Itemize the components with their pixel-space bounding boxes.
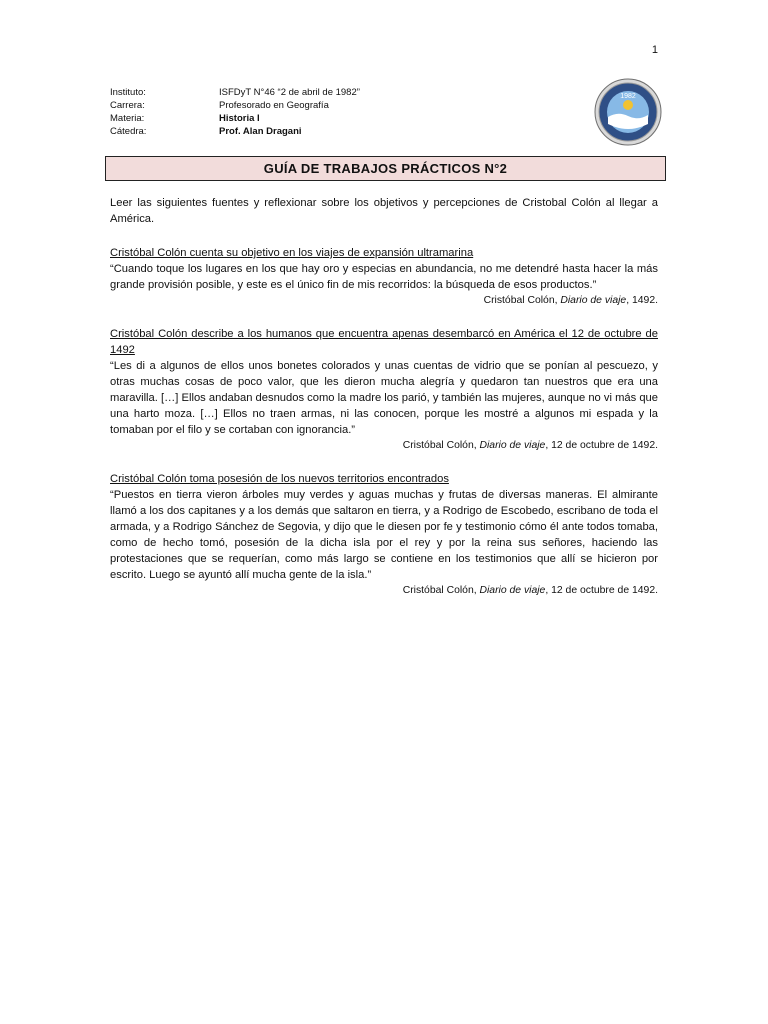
source-section-2 (110, 326, 658, 454)
source-section-1 (110, 245, 658, 309)
citation-work: Diario de viaje (479, 440, 546, 451)
header-row-carrera (110, 99, 360, 112)
header-label: Materia: (110, 113, 145, 124)
header-row-instituto (110, 86, 360, 99)
header-value: Prof. Alan Dragani (219, 126, 302, 137)
document-body (110, 195, 658, 616)
citation-work: Diario de viaje (479, 585, 546, 596)
header-row-catedra (110, 125, 360, 138)
institute-logo (594, 78, 662, 146)
header-value: Profesorado en Geografía (219, 100, 329, 111)
header-value: ISFDyT N°46 “2 de abril de 1982” (219, 87, 360, 98)
header-row-materia (110, 112, 360, 125)
section-citation (110, 583, 658, 599)
citation-date: , 12 de octubre de 1492. (545, 585, 658, 596)
document-title: GUÍA DE TRABAJOS PRÁCTICOS N°2 (105, 156, 666, 181)
citation-date: , 1492. (626, 295, 658, 306)
section-citation (110, 293, 658, 309)
section-quote: “Les di a algunos de ellos unos bonetes colorados y unas cuentas de vidrio que se ponían al pescuezo, y otras muchas cosas de poco valor, que les dieron mucha alegría y quedaron tan nuestros que era una maravilla. […] Ellos andaban desnudos como la madre los parió, y también las mujeres, aunque no vi más que una harto moza. […] Ellos no traen armas, ni las conocen, porque les mostré a algunos mi espada y la tomaban por el filo y se cortaban con ignorancia.” (110, 360, 658, 436)
section-quote: “Cuando toque los lugares en los que hay oro y especias en abundancia, no me detendré hasta hacer la más grande provisión posible, y este es el único fin de mis recorridos: la búsqueda de esos productos.” (110, 263, 658, 291)
header-label: Carrera: (110, 100, 145, 111)
section-heading: Cristóbal Colón toma posesión de los nuevos territorios encontrados (110, 473, 449, 485)
logo-year: 1982 (620, 93, 636, 100)
section-heading: Cristóbal Colón cuenta su objetivo en los viajes de expansión ultramarina (110, 247, 474, 259)
header-info (110, 86, 360, 138)
citation-author: Cristóbal Colón, (402, 440, 480, 451)
page-number: 1 (651, 44, 658, 56)
source-section-3 (110, 471, 658, 599)
section-heading: Cristóbal Colón describe a los humanos que encuentra apenas desembarcó en América el 12 de octubre de 1492 (110, 328, 658, 356)
citation-date: , 12 de octubre de 1492. (545, 440, 658, 451)
header-value: Historia I (219, 113, 260, 124)
section-quote: “Puestos en tierra vieron árboles muy verdes y aguas muchas y frutas de diversas maneras. El almirante llamó a los dos capitanes y a los demás que saltaron en tierra, y a Rodrigo de Escobedo, escribano de toda el armada, y a Rodrigo Sánchez de Segovia, y dijo que le diesen por fe y testimonio cómo él ante todos tomaba, como de hecho tomó, posesión de la dicha isla por el rey y por la reina sus señores, haciendo las protestaciones que se requerían, como más largo se contiene en los testimonios que allí se hicieron por escrito. Luego se ayuntó allí mucha gente de la isla.” (110, 489, 658, 581)
header-label: Cátedra: (110, 126, 147, 137)
citation-author: Cristóbal Colón, (402, 585, 480, 596)
citation-work: Diario de viaje (560, 295, 627, 306)
citation-author: Cristóbal Colón, (483, 295, 561, 306)
header-label: Instituto: (110, 87, 146, 98)
intro-paragraph: Leer las siguientes fuentes y reflexionar sobre los objetivos y percepciones de Cristobal Colón al llegar a América. (110, 197, 658, 225)
section-citation (110, 438, 658, 454)
